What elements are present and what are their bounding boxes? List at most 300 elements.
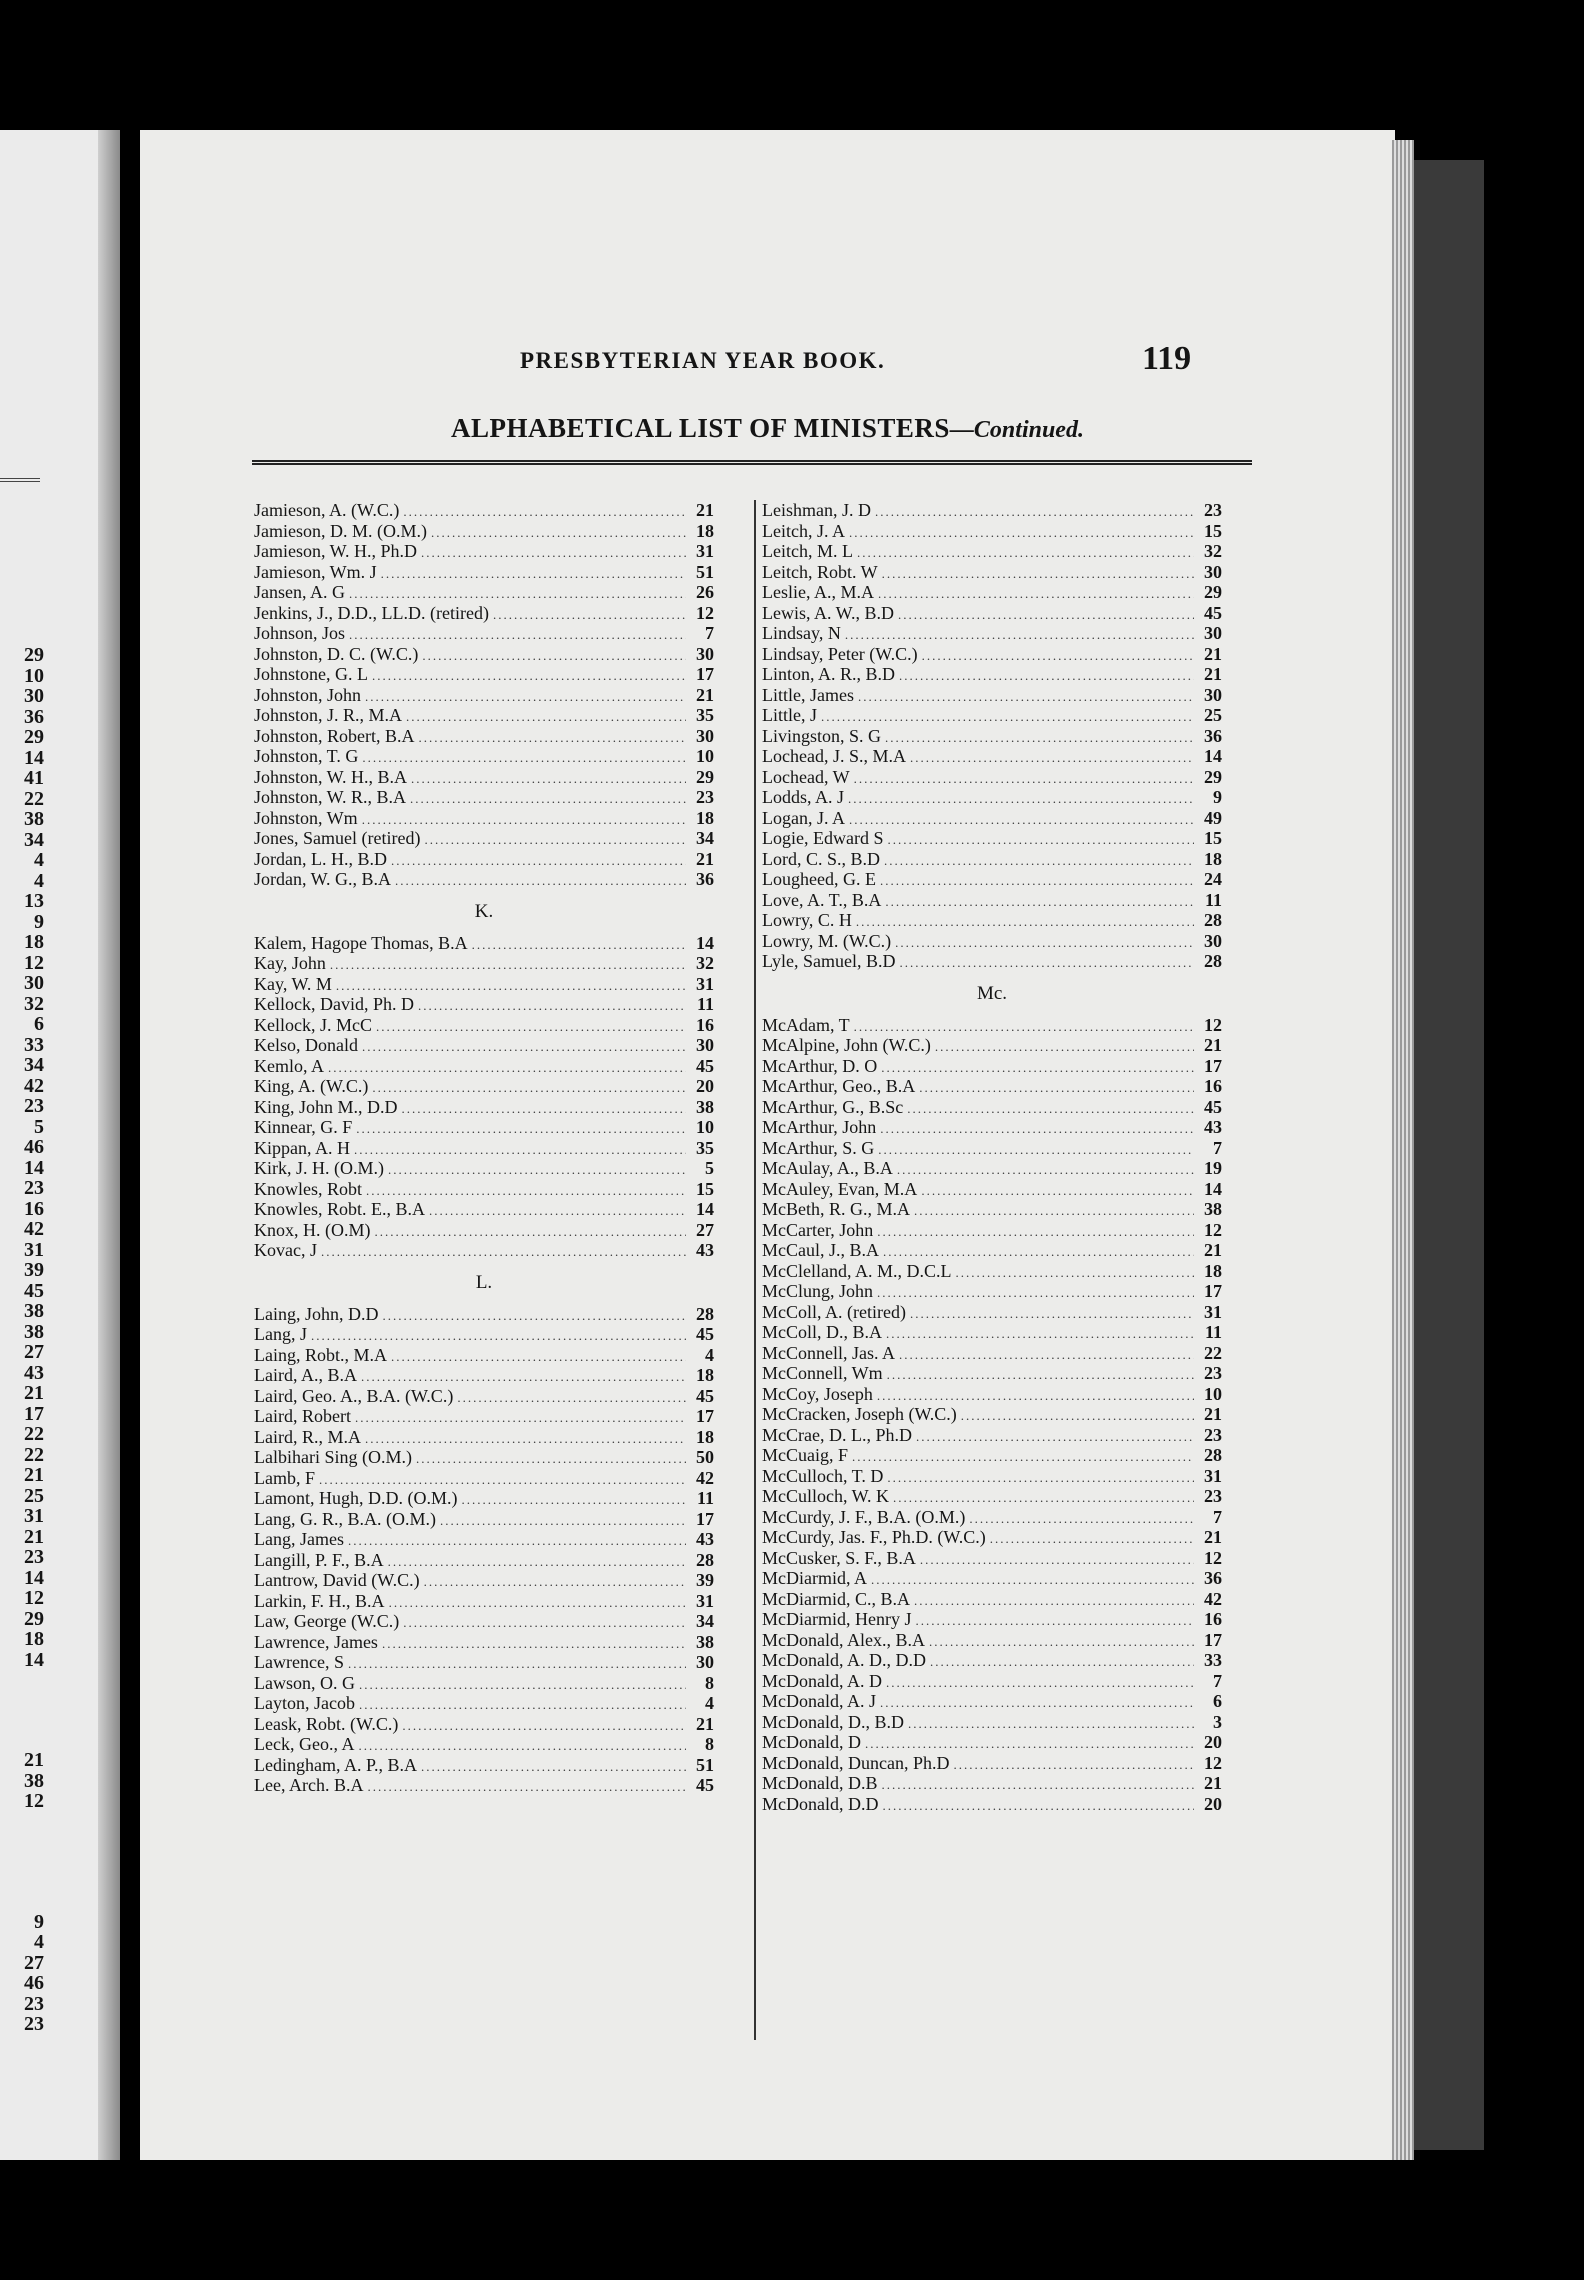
page-reference: 16 [1204,1076,1222,1096]
minister-name: Lougheed, G. E [762,869,876,889]
leader-dots [388,1160,686,1181]
leader-dots [372,1078,686,1099]
page-reference: 23 [1204,500,1222,520]
left-page-number: 45 [24,1279,44,1302]
leader-dots [849,810,1194,831]
page-reference: 14 [696,1199,714,1219]
leader-dots [899,1345,1194,1366]
left-page-number: 29 [24,644,44,666]
list-item [254,767,714,788]
minister-name: Lowry, M. (W.C.) [762,930,892,951]
list-item [254,1158,714,1179]
list-item [762,500,1222,521]
list-item [254,726,714,747]
minister-name: McCulloch, W. K [762,1486,890,1506]
leader-dots [319,1470,686,1491]
page-reference: 14 [1204,746,1222,766]
page-reference: 20 [1204,1732,1222,1752]
minister-name: Lawrence, S [254,1652,344,1672]
minister-name: McDonald, Alex., B.A [762,1629,925,1650]
page-reference: 38 [1204,1199,1222,1219]
list-item [762,1015,1222,1036]
leader-dots [321,1242,686,1263]
page-reference: 18 [1204,1260,1222,1281]
page-reference: 18 [1204,848,1222,869]
list-item [254,1693,714,1714]
list-item [254,1509,714,1530]
leader-dots [878,1140,1194,1161]
left-page-number: 34 [24,828,44,851]
page-reference: 8 [705,1672,714,1693]
leader-dots [914,1591,1194,1612]
leader-dots [403,1613,686,1634]
list-item [254,1714,714,1735]
leader-dots [880,1693,1194,1714]
left-page-number: 23 [24,1546,44,1568]
list-item [762,746,1222,767]
minister-name: Lamont, Hugh, D.D. (O.M.) [254,1488,458,1508]
list-item [254,1365,714,1386]
list-item [254,1550,714,1571]
list-item [762,1609,1222,1630]
minister-name: Kinnear, G. F [254,1117,353,1137]
page-reference: 12 [1204,1752,1222,1773]
minister-name: Johnston, Robert, B.A [254,725,415,746]
leader-dots [362,810,686,831]
left-page-number: 12 [24,951,44,974]
left-page-number: 46 [24,1972,44,1994]
minister-name: McArthur, Geo., B.A [762,1076,916,1096]
page-reference: 51 [696,1754,714,1775]
list-item [254,664,714,685]
leader-dots [910,1304,1194,1325]
minister-name: McConnell, Wm [762,1363,883,1383]
page-reference: 12 [1204,1547,1222,1568]
list-item [762,808,1222,829]
page-reference: 17 [1204,1629,1222,1650]
page-reference: 24 [1204,869,1222,889]
leader-dots [886,1673,1194,1694]
minister-name: Langill, P. F., B.A [254,1549,384,1570]
list-item [254,562,714,583]
list-item [254,705,714,726]
list-item [254,1199,714,1220]
minister-name: McDonald, D.B [762,1773,878,1793]
page-reference: 15 [1204,520,1222,541]
left-page-number: 23 [24,1095,44,1117]
leader-dots [897,1160,1194,1181]
page-reference: 33 [1204,1650,1222,1670]
page-reference: 7 [1213,1670,1222,1691]
page-reference: 42 [696,1467,714,1488]
left-page-number: 38 [24,808,44,830]
left-page-numbers-mid [0,1750,44,1812]
page-reference: 16 [1204,1609,1222,1629]
minister-name: Jamieson, W. H., Ph.D [254,541,418,561]
list-item [762,767,1222,788]
leader-dots [875,502,1194,523]
minister-name: Lang, G. R., B.A. (O.M.) [254,1508,436,1529]
page-reference: 43 [696,1240,714,1260]
minister-name: Kellock, J. McC [254,1014,372,1035]
leader-dots [422,646,686,667]
minister-name: Logan, J. A [762,807,845,828]
leader-dots [402,1099,686,1120]
page-reference: 21 [696,684,714,705]
left-page-number: 41 [24,767,44,789]
leader-dots [887,830,1194,851]
column-right [762,500,1222,1814]
minister-name: Little, J [762,705,817,725]
list-item [254,1015,714,1036]
page-edges [1392,140,1414,2160]
page-reference: 11 [696,994,714,1014]
leader-dots [361,1367,686,1388]
page-reference: 21 [1204,1035,1222,1055]
minister-name: Love, A. T., B.A [762,889,882,910]
leader-dots [907,1099,1194,1120]
leader-dots [388,1552,686,1573]
list-item [254,1179,714,1200]
leader-dots [885,728,1194,749]
page-reference: 7 [1213,1506,1222,1527]
leader-dots [857,543,1194,564]
minister-name: Johnstone, G. L [254,664,368,684]
page-reference: 3 [1213,1711,1222,1732]
page-reference: 18 [696,1365,714,1385]
page-reference: 49 [1204,807,1222,828]
list-item [254,1097,714,1118]
minister-name: McCoy, Joseph [762,1383,873,1404]
minister-name: Kay, W. M [254,973,332,994]
leader-dots [362,1037,686,1058]
minister-name: Kovac, J [254,1240,317,1260]
page-reference: 32 [1204,541,1222,561]
leader-dots [431,523,686,544]
list-item [254,869,714,890]
list-group-k [254,933,714,1261]
list-item [762,644,1222,665]
list-item [762,726,1222,747]
left-page-number: 34 [24,1054,44,1076]
list-item [254,1056,714,1077]
leader-dots [881,1058,1194,1079]
leader-dots [895,933,1194,954]
list-item [762,1773,1222,1794]
left-page-number: 17 [24,1402,44,1425]
leader-dots [852,1447,1194,1468]
minister-name: McAuley, Evan, M.A [762,1178,918,1199]
minister-name: McDonald, D [762,1732,861,1752]
leader-dots [403,502,686,523]
leader-dots [311,1326,686,1347]
list-title-main: ALPHABETICAL LIST OF MINISTERS [451,413,950,443]
minister-name: McColl, A. (retired) [762,1301,906,1322]
leader-dots [882,564,1194,585]
list-item [762,1261,1222,1282]
leader-dots [356,1119,686,1140]
page-reference: 18 [696,520,714,541]
minister-name: Kellock, David, Ph. D [254,994,414,1014]
minister-name: McCrae, D. L., Ph.D [762,1424,912,1445]
leader-dots [848,789,1194,810]
minister-name: Little, James [762,684,854,705]
list-item [254,974,714,995]
page-reference: 29 [696,766,714,787]
list-title [140,413,1395,444]
minister-name: Lindsay, N [762,623,841,643]
page-reference: 23 [1204,1363,1222,1383]
page-reference: 21 [1204,1240,1222,1260]
page-reference: 42 [1204,1588,1222,1609]
minister-name: McCuaig, F [762,1445,849,1465]
page-header [140,340,1395,388]
page-reference: 30 [1204,623,1222,643]
list-item [762,1568,1222,1589]
section-heading-mc: Mc. [976,982,1008,1004]
leader-dots [355,1408,686,1429]
left-page-number: 12 [24,1587,44,1609]
list-item [762,1691,1222,1712]
left-page-number: 43 [24,1361,44,1384]
page-reference: 51 [696,561,714,582]
list-item [762,1343,1222,1364]
page-reference: 21 [696,1713,714,1734]
list-item [254,1591,714,1612]
list-item [762,685,1222,706]
list-item [762,890,1222,911]
minister-name: Knowles, Robt [254,1178,362,1199]
minister-name: McDiarmid, A [762,1568,867,1588]
left-page-number: 42 [24,1218,44,1240]
list-item [254,1117,714,1138]
page-reference: 20 [1204,1793,1222,1814]
left-page-number: 29 [24,1607,44,1630]
minister-name: King, John M., D.D [254,1096,398,1117]
page-reference: 4 [705,1693,714,1713]
left-page-number: 23 [24,1992,44,2015]
page-reference: 26 [696,582,714,602]
leader-dots [845,625,1194,646]
list-item [254,1220,714,1241]
minister-name: McCracken, Joseph (W.C.) [762,1404,957,1424]
page-reference: 30 [696,643,714,664]
title-rule [252,460,1252,465]
minister-name: McCusker, S. F., B.A [762,1547,916,1568]
page-reference: 6 [1213,1691,1222,1711]
list-item [254,933,714,954]
leader-dots [410,789,686,810]
page-reference: 21 [1204,664,1222,684]
left-page-number: 29 [24,726,44,748]
minister-name: Leishman, J. D [762,500,871,520]
minister-name: Lewis, A. W., B.D [762,602,895,623]
minister-name: Kay, John [254,953,326,973]
section-heading-k: K. [474,900,494,922]
left-page-number: 9 [34,910,44,933]
left-page-number: 22 [24,1423,44,1445]
left-page-number: 30 [24,972,44,994]
leader-dots [883,1242,1194,1263]
page-reference: 34 [696,828,714,848]
page-reference: 31 [1204,1301,1222,1322]
left-page-number: 23 [24,1177,44,1199]
leader-dots [877,1222,1194,1243]
minister-name: King, A. (W.C.) [254,1076,369,1096]
left-page-number: 39 [24,1259,44,1281]
leader-dots [930,1652,1194,1673]
page-reference: 27 [696,1219,714,1240]
minister-name: McArthur, D. O [762,1055,878,1076]
list-item [254,1652,714,1673]
page-reference: 31 [696,973,714,994]
page-reference: 11 [1204,1322,1222,1342]
minister-name: Johnston, T. G [254,746,359,766]
page-reference: 8 [705,1734,714,1754]
minister-name: Johnson, Jos [254,623,346,643]
minister-name: Layton, Jacob [254,1693,355,1713]
left-page-number: 27 [24,1951,44,1974]
page-reference: 17 [1204,1055,1222,1076]
page-reference: 14 [696,932,714,953]
leader-dots [884,851,1194,872]
leader-dots [898,605,1194,626]
list-item [254,1447,714,1468]
page-reference: 30 [1204,684,1222,705]
left-page-number: 10 [24,664,44,687]
list-item [254,1755,714,1776]
page-reference: 10 [1204,1383,1222,1404]
column-left [254,500,714,1796]
minister-name: Ledingham, A. P., B.A [254,1754,418,1775]
minister-name: Leitch, J. A [762,520,845,541]
leader-dots [372,666,686,687]
minister-name: Leask, Robt. (W.C.) [254,1713,399,1734]
minister-name: McCarter, John [762,1219,874,1240]
leader-dots [354,1140,686,1161]
leader-dots [920,1550,1194,1571]
minister-name: McDiarmid, Henry J [762,1609,912,1629]
list-item [762,1240,1222,1261]
minister-name: Jones, Samuel (retired) [254,828,421,848]
page-reference: 17 [696,664,714,684]
leader-dots [348,1531,686,1552]
list-group-j [254,500,714,890]
list-item [762,931,1222,952]
section-heading-l: L. [475,1271,493,1293]
minister-name: Leck, Geo., A [254,1734,355,1754]
page-reference: 36 [1204,1568,1222,1588]
page-reference: 30 [1204,561,1222,582]
column-divider [754,500,756,2040]
leader-dots [472,935,686,956]
list-item [762,1076,1222,1097]
leader-dots [362,748,686,769]
minister-name: McArthur, S. G [762,1137,875,1158]
left-page-number: 12 [24,1790,44,1812]
page-reference: 32 [696,953,714,973]
minister-name: Law, George (W.C.) [254,1611,400,1631]
leader-dots [858,687,1194,708]
list-item [762,1466,1222,1487]
leader-dots [935,1037,1194,1058]
minister-name: Lalbihari Sing (O.M.) [254,1447,412,1467]
leader-dots [887,1468,1194,1489]
list-item [254,541,714,562]
list-item [254,1611,714,1632]
list-item [254,953,714,974]
leader-dots [418,996,686,1017]
left-page-number: 13 [24,890,44,912]
page-reference: 45 [696,1055,714,1076]
minister-name: McDonald, Duncan, Ph.D [762,1752,950,1773]
minister-name: Johnston, J. R., M.A [254,705,403,725]
list-item [762,1630,1222,1651]
minister-name: Larkin, F. H., B.A [254,1590,385,1611]
page-reference: 45 [1204,1096,1222,1117]
minister-name: McDonald, A. D [762,1670,882,1691]
leader-dots [854,1017,1194,1038]
minister-name: Leitch, Robt. W [762,561,878,582]
page-reference: 12 [1204,1219,1222,1240]
leader-dots [381,564,686,585]
page-reference: 23 [696,787,714,807]
list-item [762,1527,1222,1548]
page-reference: 43 [1204,1117,1222,1137]
left-page-rule [0,478,40,482]
minister-name: Laird, A., B.A [254,1365,357,1385]
minister-name: Lindsay, Peter (W.C.) [762,643,918,664]
list-item [254,1324,714,1345]
list-item [762,1486,1222,1507]
minister-name: Lodds, A. J [762,787,845,807]
minister-name: Johnston, W. R., B.A [254,787,407,807]
page-reference: 38 [696,1096,714,1117]
page-reference: 7 [705,623,714,643]
list-title-continued: —Continued. [949,417,1084,443]
left-page-number: 21 [24,1525,44,1548]
leader-dots [956,1263,1195,1284]
minister-name: McClung, John [762,1281,874,1301]
list-item [254,1673,714,1694]
left-page-number: 14 [24,746,44,769]
page-reference: 17 [696,1406,714,1426]
left-page-number: 18 [24,931,44,953]
page-reference: 28 [1204,910,1222,930]
list-item [254,1488,714,1509]
leader-dots [865,1734,1194,1755]
page-reference: 18 [696,1426,714,1447]
minister-name: Jansen, A. G [254,582,345,602]
minister-name: McConnell, Jas. A [762,1342,895,1363]
list-item [762,1425,1222,1446]
minister-name: Laing, John, D.D [254,1303,379,1324]
left-page-number: 36 [24,705,44,728]
page-reference: 17 [696,1508,714,1529]
left-page-number: 23 [24,2013,44,2035]
list-item [762,869,1222,890]
leader-dots [383,1306,687,1327]
leader-dots [849,523,1194,544]
page-reference: 35 [696,705,714,725]
minister-name: Knowles, Robt. E., B.A [254,1199,425,1219]
list-item [762,1548,1222,1569]
leader-dots [871,1570,1194,1591]
list-group-l [254,1304,714,1796]
page-reference: 34 [696,1611,714,1631]
minister-name: Jordan, L. H., B.D [254,848,387,869]
left-page-number: 46 [24,1136,44,1158]
